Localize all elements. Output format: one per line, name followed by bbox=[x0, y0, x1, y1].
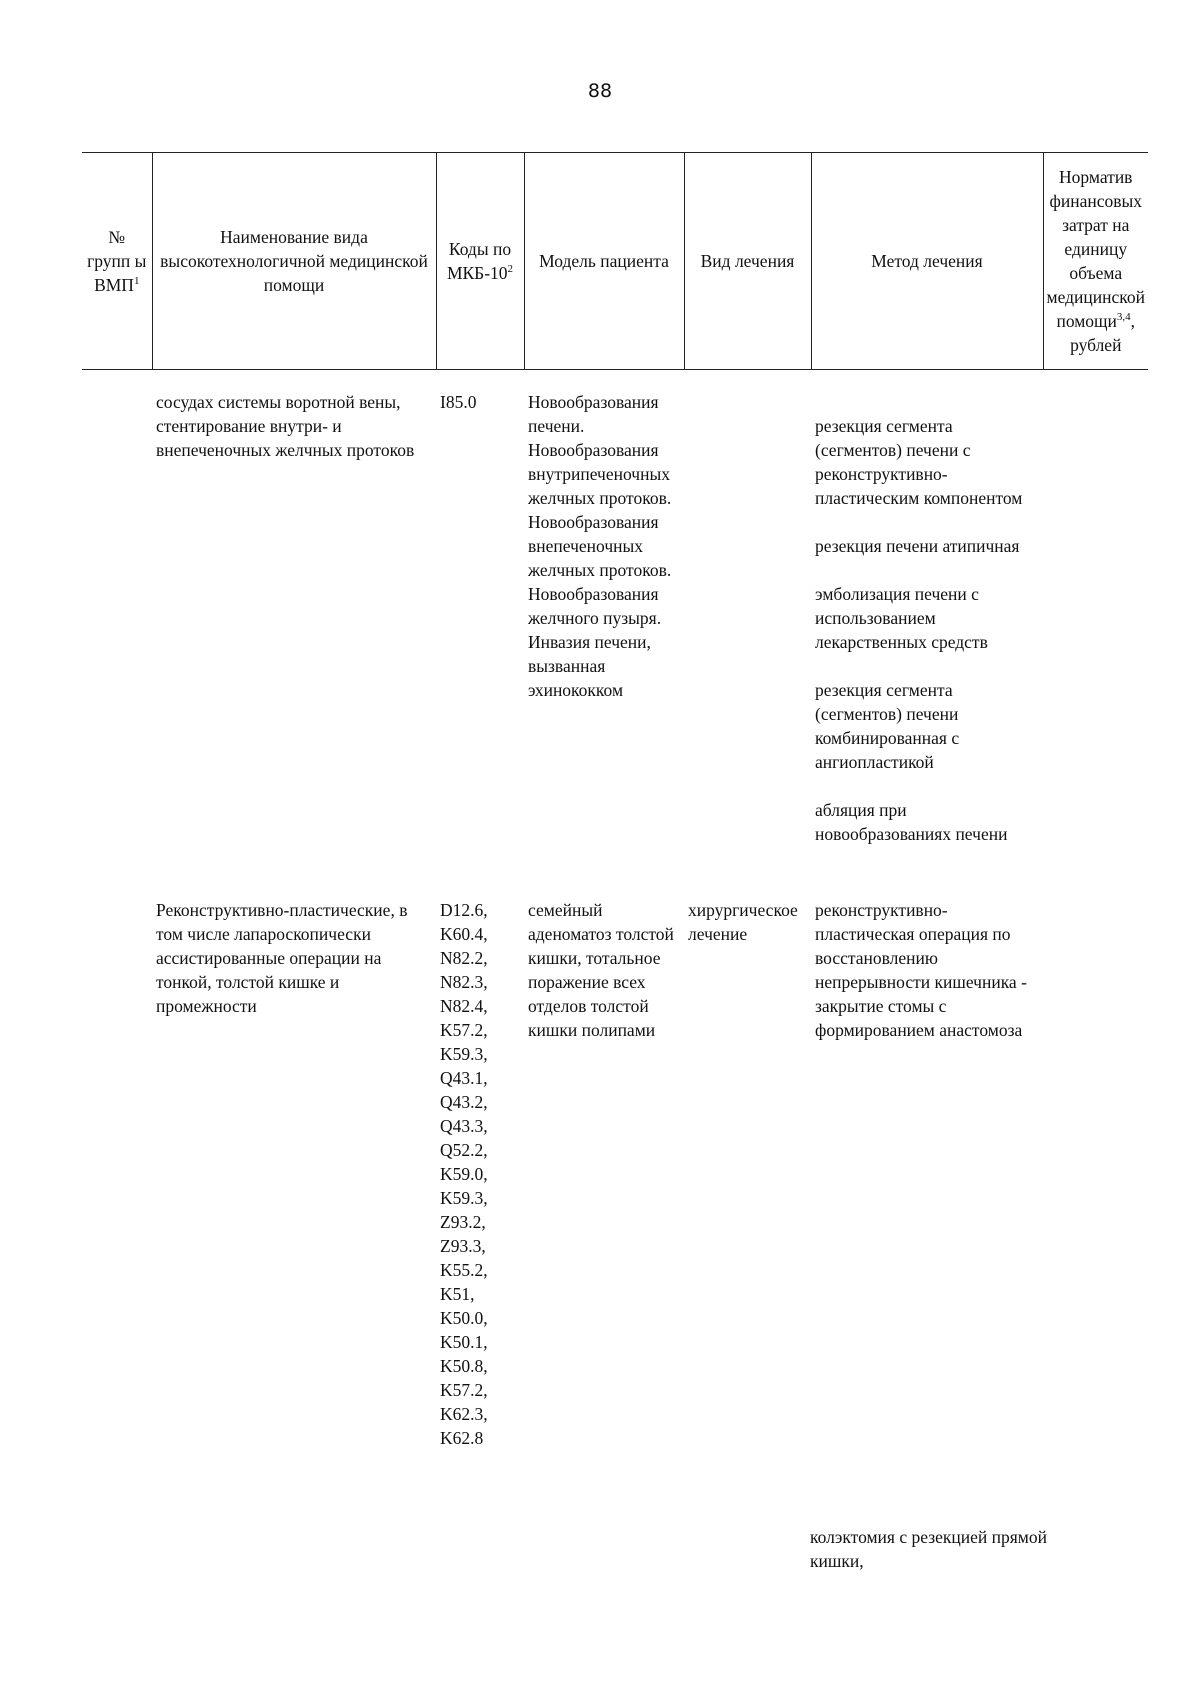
cell-treatment-type bbox=[684, 370, 811, 871]
cell-group-number bbox=[82, 370, 152, 871]
method-item: абляция при новообразованиях печени bbox=[815, 800, 1008, 844]
cell-patient-model: семейный аденоматоз толстой кишки, тотальное поражение всех отделов толстой кишки полипами bbox=[528, 900, 674, 1040]
method-item: реконструктивно-пластическая операция по восстановлению непрерывности кишечника - закрытие стомы с формированием анастомоза bbox=[815, 900, 1027, 1040]
cell-treatment-method bbox=[811, 370, 1043, 871]
header-icd-codes: Коды по МКБ-$10^2$ bbox=[436, 153, 524, 370]
method-item: резекция сегмента (сегментов) печени с реконструктивно-пластическим компонентом bbox=[815, 416, 1023, 508]
header-care-type-name: Наименование вида высокотехнологичной медицинской помощи bbox=[152, 153, 436, 370]
table-row bbox=[82, 370, 1148, 871]
vmp-table bbox=[82, 152, 1148, 1450]
cell-cost-standard bbox=[1043, 370, 1148, 871]
page-number: 88 bbox=[587, 80, 613, 102]
cell-care-type-name: Реконструктивно-пластические, в том числе лапароскопически ассистированные операции на тонкой, толстой кишке и промежности bbox=[156, 900, 408, 1016]
header-group-number: № групп ы ВМП$^1$ bbox=[82, 153, 152, 370]
header-treatment-method: Метод лечения bbox=[811, 153, 1043, 370]
cell-treatment-type: хирургическое лечение bbox=[688, 900, 798, 944]
cell-group-number bbox=[82, 870, 152, 1450]
cell-care-type-name: сосудах системы воротной вены, стентирование внутри- и внепеченочных желчных протоков bbox=[156, 392, 415, 460]
method-item: резекция сегмента (сегментов) печени комбинированная с ангиопластикой bbox=[815, 680, 960, 772]
cell-cost-standard bbox=[1043, 870, 1148, 1450]
header-cost-standard: Норматив финансовых затрат на единицу объема медицинской помощи$^{3,4}$, рублей bbox=[1043, 153, 1148, 370]
continuation-method: колэктомия с резекцией прямой кишки, bbox=[810, 1527, 1047, 1571]
cell-patient-model: Новообразования печени. Новообразования внутрипеченочных желчных протоков. Новообразования внепеченочных желчных протоков. Новообразования желчного пузыря. Инвазия печени, вызванная эхинококком bbox=[528, 392, 672, 700]
table-row bbox=[82, 870, 1148, 1450]
method-item: эмболизация печени с использованием лекарственных средств bbox=[815, 584, 988, 652]
header-treatment-type: Вид лечения bbox=[684, 153, 811, 370]
cell-treatment-method bbox=[811, 870, 1043, 1450]
cell-icd-codes: D12.6, K60.4, N82.2, N82.3, N82.4, K57.2, K59.3, Q43.1, Q43.2, Q43.3, Q52.2, K59.0, K59.3, Z93.2, Z93.3, K55.2, K51, K50.0, K50.1, K50.8, K57.2, K62.3, K62.8 bbox=[440, 900, 488, 1448]
table-header-row bbox=[82, 153, 1148, 370]
cell-icd-codes: I85.0 bbox=[440, 392, 477, 412]
header-patient-model: Модель пациента bbox=[524, 153, 684, 370]
method-item: резекция печени атипичная bbox=[815, 536, 1020, 556]
